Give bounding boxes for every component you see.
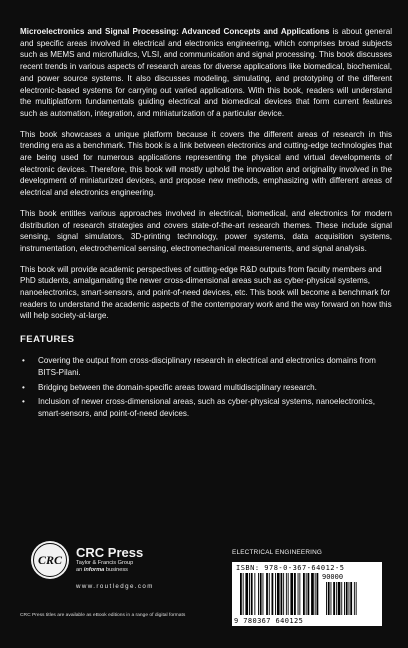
barcode-bar <box>272 573 274 615</box>
barcode-addon-bar <box>338 582 341 615</box>
publisher-name-block <box>76 546 143 574</box>
features-heading: FEATURES <box>20 334 75 346</box>
description-body-1: is about general and specific areas involved in electrical and electronics engineering, which comprises broad subjects such as MEMS and microfluidics, VLSI, and communication and signal processing. This book discusses recent trends in various aspects of research areas for diverse applications like biomedical, biochemical, and power source systems. It also discusses modeling, simulating, and prototyping of the different electronic-based systems for carrying out varied applications. With this book, readers will understand the multiplatform fundamentals guiding electrical and biomedical devices that form current features such as automation, integration, and miniaturization of a particular device. <box>20 27 392 118</box>
barcode-number: 9 780367 640125 <box>234 617 304 625</box>
barcode-bar <box>249 573 250 615</box>
barcode-bar <box>317 573 319 615</box>
description-paragraph-2: This book showcases a unique platform because it covers the different areas of research in this trending era as a benchmark. This book is a link between electronics and cutting-edge technologies that are being used for numerous applications representing the physical and virtual developments of electronic devices. Therefore, this book will mostly uphold the innovation and originality involved in the development of miniaturized devices, and propose new methods, emphasizing with different areas of electrical and electronics engineering. <box>20 129 392 198</box>
barcode-addon-bar <box>328 582 330 615</box>
barcode-bar <box>275 573 276 615</box>
barcode-addon-bar <box>344 582 345 615</box>
book-title: Microelectronics and Signal Processing: Advanced Concepts and Applications <box>20 27 330 36</box>
barcode-bar <box>303 573 305 615</box>
description-paragraph-3: This book entitles various approaches involved in electrical, biomedical, and electronics for modern distribution of research strategies and covers state-of-the-art research themes. These include signal sensing, signal simulators, 3D-printing technology, power systems, data acquisition systems, instrumentation, electrochemical sensing, electromechanical measurements, and signal analysis. <box>20 208 392 253</box>
barcode-addon-bar <box>333 582 335 615</box>
barcode-bar <box>308 573 310 615</box>
barcode-bar <box>315 573 316 615</box>
barcode-bar <box>243 573 244 615</box>
barcode-bar <box>311 573 314 615</box>
subject-category: ELECTRICAL ENGINEERING <box>232 549 323 556</box>
barcode-bar <box>288 573 289 615</box>
barcode-bar <box>245 573 248 615</box>
barcode-bar <box>290 573 293 615</box>
bullet-icon: • <box>22 382 25 392</box>
barcode-bar <box>269 573 270 615</box>
publisher-website: www.routledge.com <box>76 583 154 590</box>
features-list <box>20 355 392 420</box>
barcode-bar <box>266 573 268 615</box>
crc-logo-icon <box>30 540 70 580</box>
barcode-bar <box>263 573 264 615</box>
barcode-bar <box>240 573 242 615</box>
barcode-box <box>232 562 382 626</box>
barcode-addon-bar <box>354 582 355 615</box>
barcode-bar <box>299 573 300 615</box>
barcode-bar <box>286 573 287 615</box>
publisher-group: Taylor & Francis Group <box>76 560 134 566</box>
isbn-text: ISBN: 978-0-367-64012-5 <box>236 564 345 572</box>
ebook-footnote: CRC Press titles are available as eBook editions in a range of digital formats <box>20 613 186 618</box>
back-cover-text <box>20 26 392 423</box>
bullet-icon: • <box>22 397 25 407</box>
publisher-business: an informa business <box>76 567 128 573</box>
barcode-bar <box>294 573 296 615</box>
barcode-addon-bar <box>350 582 352 615</box>
barcode-addon-bar <box>326 582 327 615</box>
barcode-bar <box>254 573 255 615</box>
barcode-bar <box>277 573 280 615</box>
description-paragraph-4: This book will provide academic perspectives of cutting-edge R&D outputs from faculty members and PhD students, amalgamating the newer cross-dimensional areas such as cyber-physical systems, nanoelectronics, smart-sensors, and point-of-need devices, etc. This book will become a benchmark for readers to understand the academic aspects of the contemporary work and the way forward on how this will help society-at-large. <box>20 264 392 321</box>
barcode-bar <box>260 573 262 615</box>
feature-item: • Bridging between the domain-specific areas toward multidisciplinary research. <box>22 382 317 392</box>
description-paragraph-1 <box>20 26 392 120</box>
barcode-bar <box>281 573 283 615</box>
barcode-bar <box>306 573 307 615</box>
barcode-bar <box>251 573 253 615</box>
feature-item: • Inclusion of newer cross-dimensional areas, such as cyber-physical systems, nanoelectronics, smart-sensors, and point-of-need devices. <box>22 397 375 418</box>
barcode-bar <box>298 573 299 615</box>
bullet-icon: • <box>22 356 25 366</box>
crc-logo-letters: CRC <box>37 553 63 567</box>
publisher-logo-block <box>30 540 210 600</box>
barcode-addon-bar <box>336 582 337 615</box>
barcode-addon-bar <box>356 582 357 615</box>
barcode-addon-bar <box>331 582 332 615</box>
price-code: 90000 <box>322 573 344 581</box>
publisher-name: CRC Press <box>76 545 144 560</box>
feature-item: • Covering the output from cross-disciplinary research in electrical and electronics domains from BITS-Pilani. <box>22 356 376 377</box>
barcode-addon-bar <box>346 582 348 615</box>
barcode-bar <box>283 573 284 615</box>
barcode-addon-bar <box>341 582 342 615</box>
barcode-icon <box>236 573 378 617</box>
barcode-bar <box>258 573 259 615</box>
barcode-addon-bar <box>349 582 350 615</box>
